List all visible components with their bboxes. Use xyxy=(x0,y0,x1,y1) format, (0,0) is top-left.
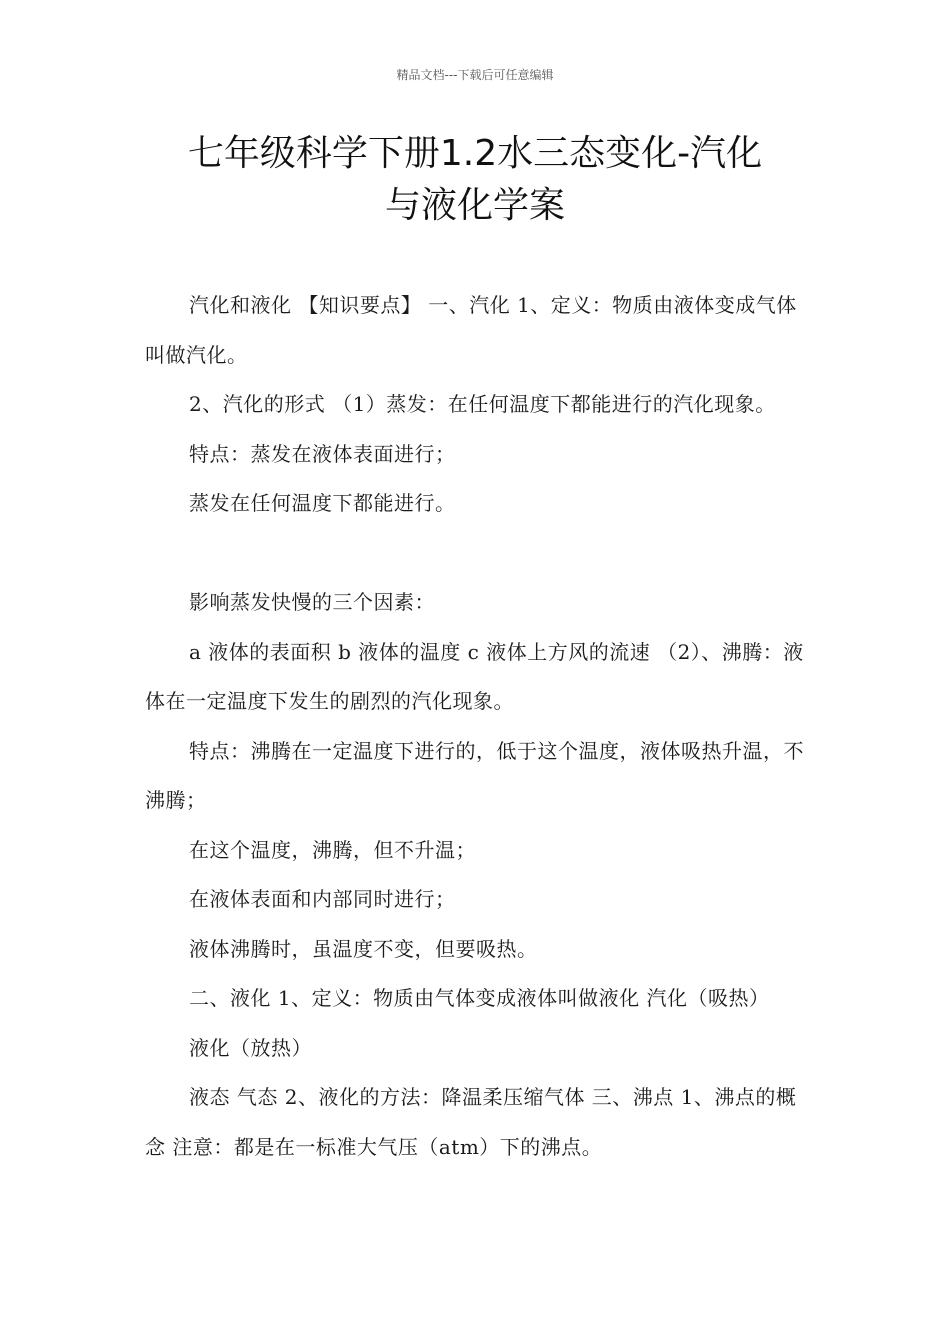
header-note: 精品文档---下载后可任意编辑 xyxy=(396,68,554,82)
paragraph: 影响蒸发快慢的三个因素： xyxy=(189,590,435,614)
paragraph: 液态 气态 2、液化的方法：降温柔压缩气体 三、沸点 1、沸点的概念 注意：都是在一标准大气压（atm）下的沸点。 xyxy=(145,1085,797,1159)
paragraph: 蒸发在任何温度下都能进行。 xyxy=(189,491,456,515)
paragraph: 特点：蒸发在液体表面进行； xyxy=(189,441,456,466)
title-line-1: 七年级科学下册1.2水三态变化-汽化 xyxy=(187,133,763,174)
paragraph: 2、汽化的形式 （1）蒸发：在任何温度下都能进行的汽化现象。 xyxy=(189,392,776,416)
paragraph: 汽化和液化 【知识要点】 一、汽化 1、定义：物质由液体变成气体叫做汽化。 xyxy=(145,293,797,367)
document-title xyxy=(60,128,890,232)
paragraph: 液体沸腾时，虽温度不变，但要吸热。 xyxy=(189,936,538,961)
paragraph: 在液体表面和内部同时进行； xyxy=(189,887,456,911)
paragraph: 在这个温度，沸腾，但不升温； xyxy=(189,837,476,862)
paragraph: 二、液化 1、定义：物质由气体变成液体叫做液化 汽化（吸热） xyxy=(189,986,770,1010)
title-line-2: 与液化学案 xyxy=(384,185,565,226)
paragraph: a 液体的表面积 b 液体的温度 c 液体上方风的流速 （2）、沸腾：液体在一定温度下发生的剧烈的汽化现象。 xyxy=(145,639,804,713)
document-body xyxy=(145,281,815,1172)
paragraph: 特点：沸腾在一定温度下进行的，低于这个温度，液体吸热升温，不沸腾； xyxy=(145,738,804,812)
paragraph-gap xyxy=(145,529,815,579)
paragraph: 液化（放热） xyxy=(189,1035,312,1060)
